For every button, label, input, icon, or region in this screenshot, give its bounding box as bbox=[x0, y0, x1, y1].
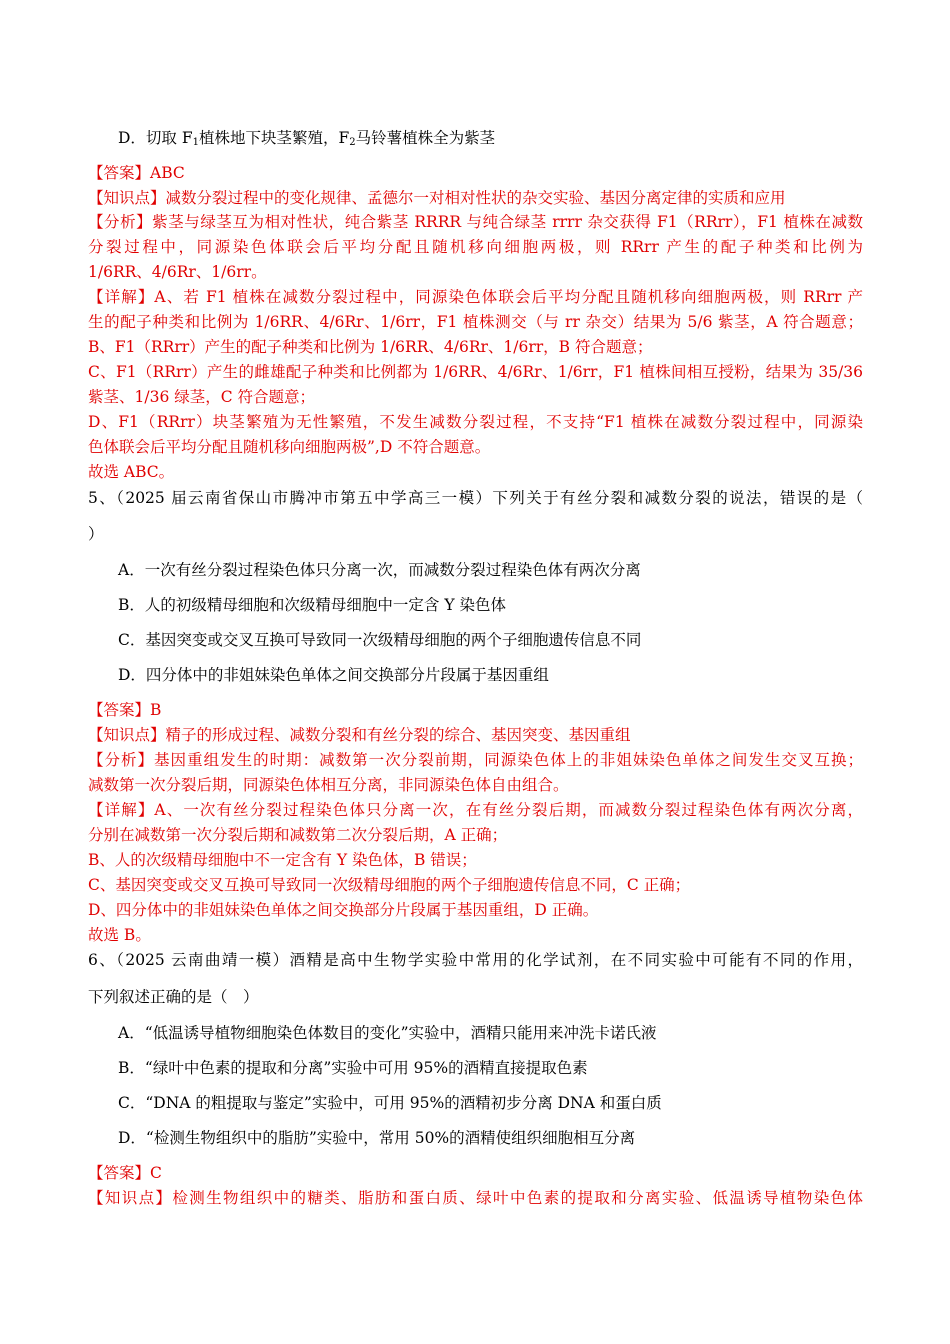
q6-answer: 【答案】C bbox=[88, 1164, 162, 1182]
q6-stem: 6、（2025 云南曲靖一模）酒精是高中生物学实验中常用的化学试剂，在不同实验中可能有不同的作用， bbox=[88, 951, 863, 969]
q6-option-d: D．“检测生物组织中的脂肪”实验中，常用 50%的酒精使组织细胞相互分离 bbox=[118, 1129, 636, 1147]
q4-answer: 【答案】ABC bbox=[88, 164, 185, 182]
q5-knowledge-points: 【知识点】精子的形成过程、减数分裂和有丝分裂的综合、基因突变、基因重组 bbox=[88, 726, 631, 744]
q6-option-a: A．“低温诱导植物细胞染色体数目的变化”实验中，酒精只能用来冲洗卡诺氏液 bbox=[118, 1024, 657, 1042]
q4-detail-line: B、F1（RRrr）产生的配子种类和比例为 1/6RR、4/6Rr、1/6rr，B 符合题意； bbox=[88, 338, 653, 356]
q5-detail-line: C、基因突变或交叉互换可导致同一次级精母细胞的两个子细胞遗传信息不同，C 正确； bbox=[88, 876, 691, 894]
q5-stem: 5、（2025 届云南省保山市腾冲市第五中学高三一模）下列关于有丝分裂和减数分裂的说法，错误的是（ bbox=[88, 489, 863, 507]
q4-detail-line: 生的配子种类和比例为 1/6RR、4/6Rr、1/6rr，F1 植株测交（与 rr 杂交）结果为 5/6 紫茎，A 符合题意； bbox=[88, 313, 863, 331]
q5-option-d: D．四分体中的非姐妹染色单体之间交换部分片段属于基因重组 bbox=[118, 666, 549, 684]
q4-conclusion: 故选 ABC。 bbox=[88, 463, 175, 481]
q4-analysis-line: 1/6RR、4/6Rr、1/6rr。 bbox=[88, 263, 267, 281]
q5-analysis-line: 【分析】基因重组发生的时期：减数第一次分裂前期，同源染色体上的非姐妹染色单体之间发生交叉互换； bbox=[88, 751, 863, 769]
q5-answer: 【答案】B bbox=[88, 701, 162, 719]
q6-knowledge-points: 【知识点】检测生物组织中的糖类、脂肪和蛋白质、绿叶中色素的提取和分离实验、低温诱导植物染色体 bbox=[88, 1189, 863, 1207]
q5-option-b: B．人的初级精母细胞和次级精母细胞中一定含 Y 染色体 bbox=[118, 596, 506, 614]
q4-detail-line: 紫茎、1/36 绿茎，C 符合题意； bbox=[88, 388, 316, 406]
q4-detail-line: D、F1（RRrr）块茎繁殖为无性繁殖，不发生减数分裂过程，不支持“F1 植株在减数分裂过程中，同源染 bbox=[88, 413, 863, 431]
q4-detail-line: C、F1（RRrr）产生的雌雄配子种类和比例都为 1/6RR、4/6Rr、1/6rr，F1 植株间相互授粉，结果为 35/36 bbox=[88, 363, 863, 381]
q5-option-c: C．基因突变或交叉互换可导致同一次级精母细胞的两个子细胞遗传信息不同 bbox=[118, 631, 642, 649]
q5-conclusion: 故选 B。 bbox=[88, 926, 151, 944]
q5-detail-line: B、人的次级精母细胞中不一定含有 Y 染色体，B 错误； bbox=[88, 851, 477, 869]
q5-option-a: A．一次有丝分裂过程染色体只分离一次，而减数分裂过程染色体有两次分离 bbox=[118, 561, 641, 579]
q6-option-c: C．“DNA 的粗提取与鉴定”实验中，可用 95%的酒精初步分离 DNA 和蛋白质 bbox=[118, 1094, 662, 1112]
q6-option-b: B．“绿叶中色素的提取和分离”实验中可用 95%的酒精直接提取色素 bbox=[118, 1059, 588, 1077]
q4-analysis-line: 【分析】紫茎与绿茎互为相对性状，纯合紫茎 RRRR 与纯合绿茎 rrrr 杂交获得 F1（RRrr），F1 植株在减数 bbox=[88, 213, 863, 231]
q4-option-d: D．切取 $F_1$植株地下块茎繁殖，$F_2$马铃薯植株全为紫茎 bbox=[118, 129, 496, 148]
q4-analysis-line: 分裂过程中，同源染色体联会后平均分配且随机移向细胞两极，则 RRrr 产生的配子种类和比例为 bbox=[88, 238, 863, 256]
q6-stem-line2: 下列叙述正确的是（ ） bbox=[88, 988, 259, 1006]
q5-detail-line: 分别在减数第一次分裂后期和减数第二次分裂后期，A 正确； bbox=[88, 826, 508, 844]
q4-knowledge-points: 【知识点】减数分裂过程中的变化规律、孟德尔一对相对性状的杂交实验、基因分离定律的实质和应用 bbox=[88, 189, 786, 207]
q5-stem-bracket: ） bbox=[88, 525, 104, 543]
q5-analysis-line: 减数第一次分裂后期，同源染色体相互分离，非同源染色体自由组合。 bbox=[88, 776, 569, 794]
q5-detail-line: D、四分体中的非姐妹染色单体之间交换部分片段属于基因重组，D 正确。 bbox=[88, 901, 599, 919]
q4-detail-line: 色体联会后平均分配且随机移向细胞两极”,D 不符合题意。 bbox=[88, 438, 491, 456]
q5-detail-line: 【详解】A、一次有丝分裂过程染色体只分离一次，在有丝分裂后期，而减数分裂过程染色体有两次分离， bbox=[88, 801, 863, 819]
q4-detail-line: 【详解】A、若 F1 植株在减数分裂过程中，同源染色体联会后平均分配且随机移向细胞两极，则 RRrr 产 bbox=[88, 288, 863, 306]
